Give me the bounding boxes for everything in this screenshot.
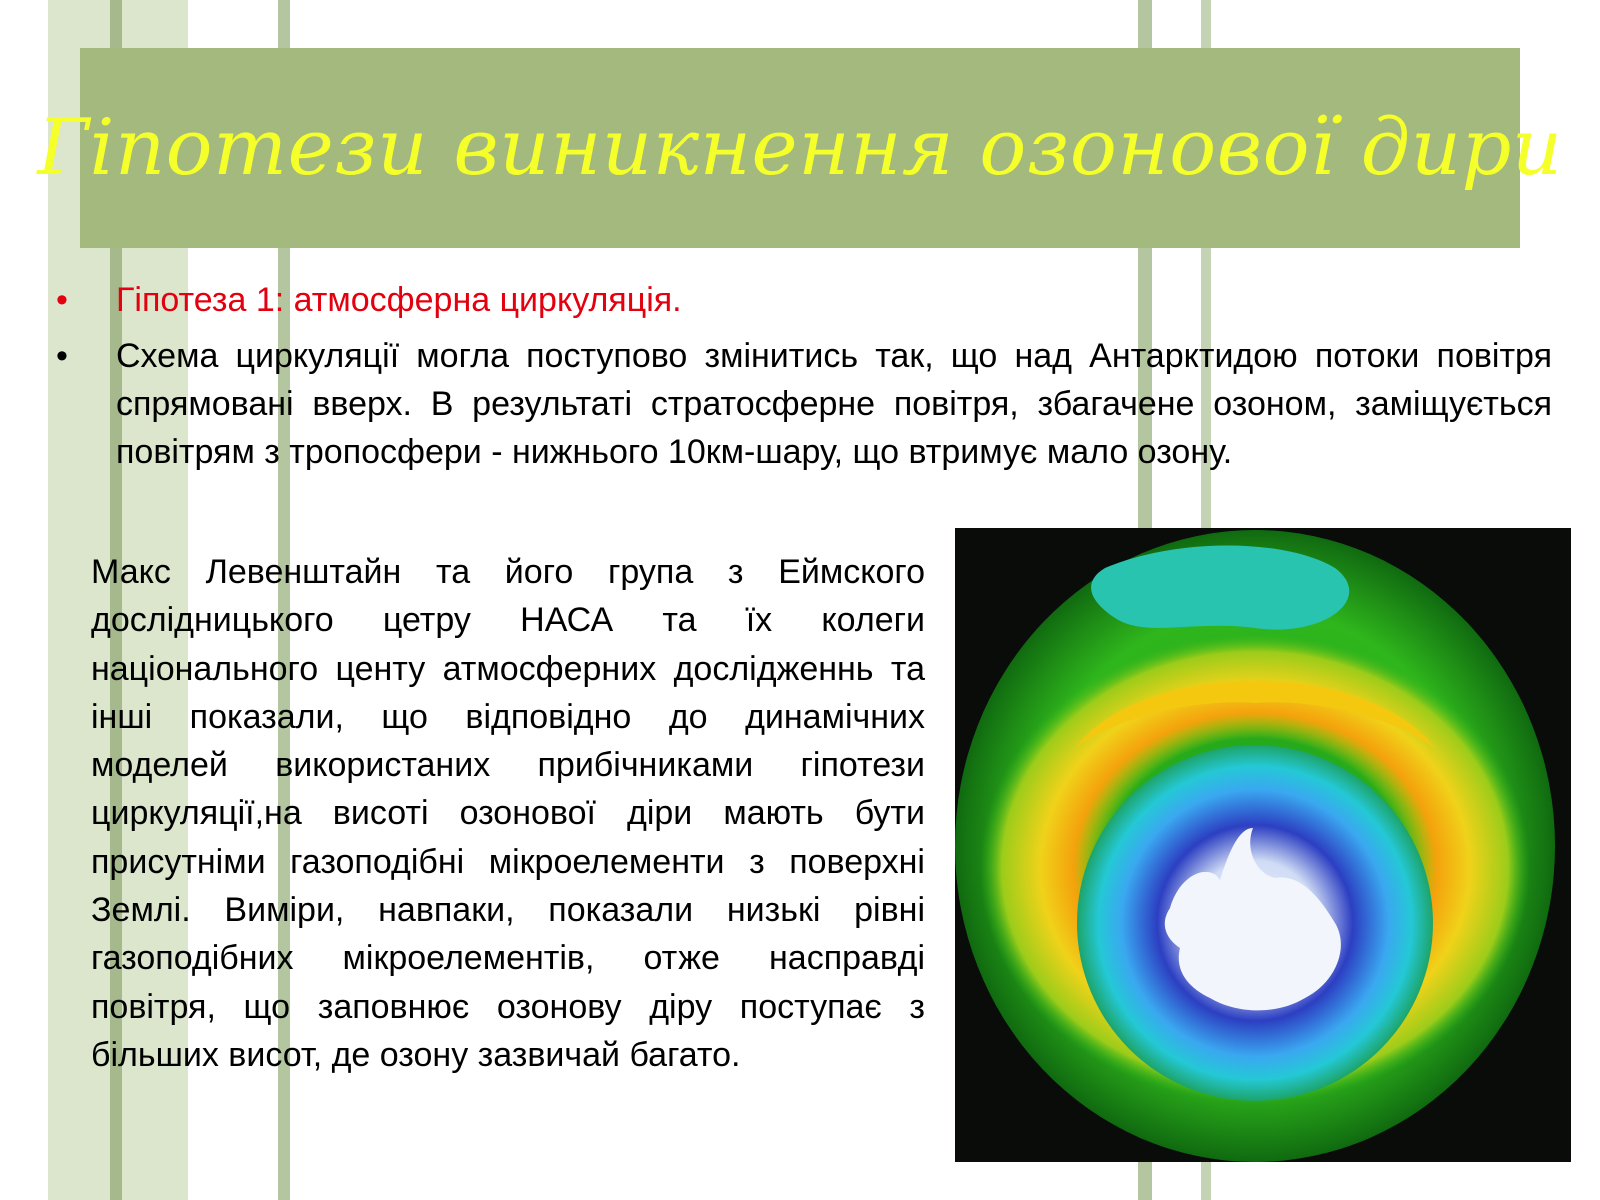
ozone-hole-image: [955, 528, 1571, 1162]
bullet-item-description: [54, 332, 1552, 476]
slide-title: Гіпотези виникнення озонової дири: [37, 103, 1563, 193]
bullet-item-hypothesis: [54, 276, 1552, 324]
title-banner: [37, 48, 1563, 248]
bullet-marker: •: [56, 337, 68, 375]
bullet-list: [54, 276, 1552, 484]
ocean-patch: [1091, 546, 1349, 630]
ozone-hole-illustration: [955, 528, 1571, 1162]
bullet-marker: •: [56, 281, 68, 319]
bullet-text: Гіпотеза 1: атмосферна циркуляція.: [116, 281, 682, 319]
bullet-text: Схема циркуляції могла поступово змінитись так, що над Антарктидою потоки повітря спрямовані вверх. В результаті стратосферне повітря, збагачене озоном, заміщується повітрям з тропосфери - нижнього 10км-шару, що втримує мало озону.: [116, 337, 1552, 471]
body-paragraph: Макс Левенштайн та його група з Еймского дослідницького цетру НАСА та їх колеги національного центу атмосферних дослідженнь та інші показали, що відповідно до динамічних моделей використаних прибічниками гіпотези циркуляції,на висоті озонової діри мають бути присутніми газоподібні мікроелементи з поверхні Землі. Виміри, навпаки, показали низькі рівні газоподібних мікроелементів, отже насправді повітря, що заповнює озонову діру поступає з більших висот, де озону зазвичай багато.: [91, 553, 925, 1074]
